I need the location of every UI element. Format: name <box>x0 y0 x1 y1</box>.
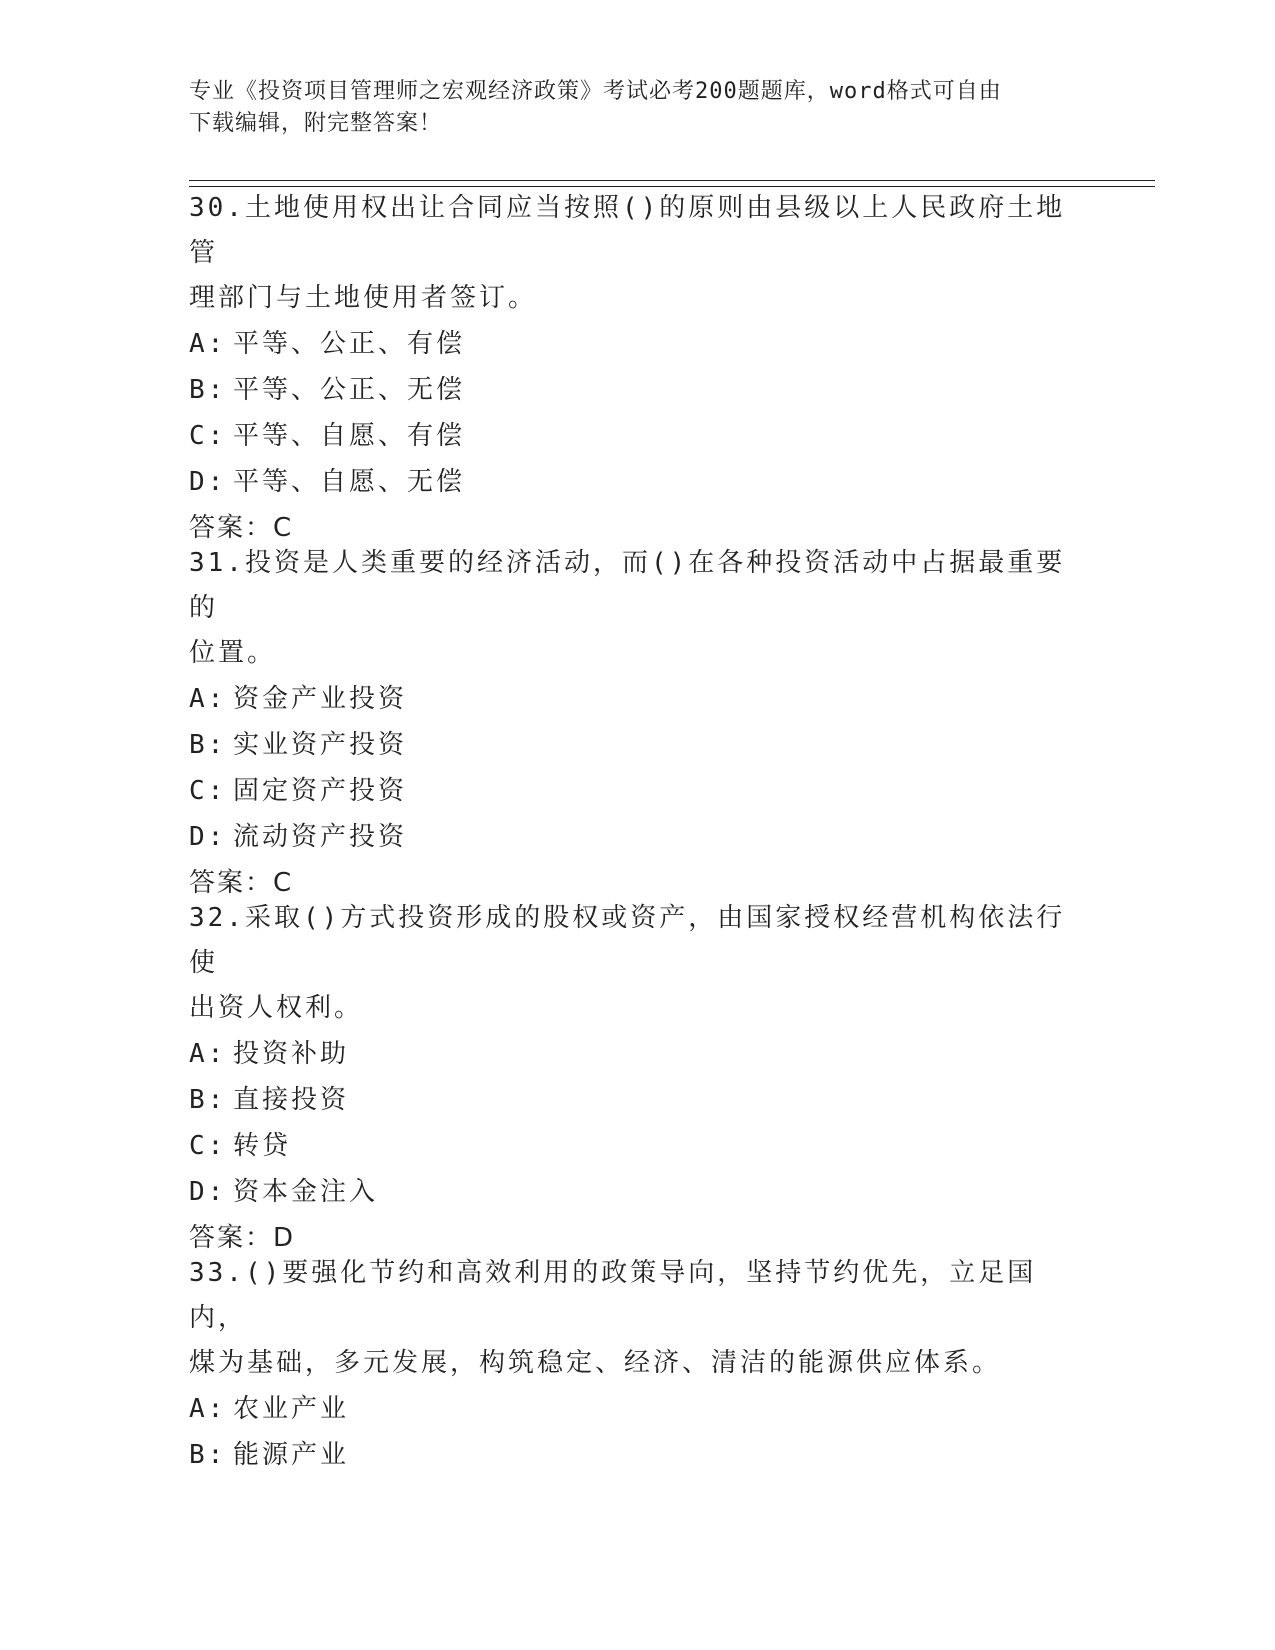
option-a <box>189 1031 1089 1077</box>
option-b <box>189 722 1089 768</box>
option-text: 资本金注入 <box>233 1177 379 1207</box>
option-key: B: <box>189 730 227 760</box>
option-text: 转贷 <box>233 1131 292 1161</box>
option-key: C: <box>189 776 227 806</box>
option-text: 平等、公正、无偿 <box>233 375 466 405</box>
option-b <box>189 1077 1089 1123</box>
option-b <box>189 367 1089 413</box>
question-stem-line-1: 33.()要强化节约和高效利用的政策导向，坚持节约优先，立足国内， <box>189 1258 1037 1333</box>
option-text: 能源产业 <box>233 1440 350 1470</box>
option-key: C: <box>189 1131 227 1161</box>
option-c <box>189 1123 1089 1169</box>
question-stem-line-2: 出资人权利。 <box>189 993 364 1023</box>
option-c <box>189 768 1089 814</box>
header-line-2: 下载编辑，附完整答案！ <box>189 111 443 136</box>
option-text: 平等、公正、有偿 <box>233 329 466 359</box>
option-key: B: <box>189 1085 227 1115</box>
option-d <box>189 814 1089 860</box>
question-stem-line-2: 位置。 <box>189 638 277 668</box>
header-divider-top <box>189 180 1155 181</box>
option-key: A: <box>189 329 227 359</box>
question-31 <box>189 541 1089 906</box>
option-text: 流动资产投资 <box>233 822 408 852</box>
option-b <box>189 1432 1089 1478</box>
question-stem-line-2: 理部门与土地使用者签订。 <box>189 283 538 313</box>
option-text: 平等、自愿、有偿 <box>233 421 466 451</box>
option-text: 平等、自愿、无偿 <box>233 467 466 497</box>
option-text: 直接投资 <box>233 1085 350 1115</box>
question-stem-line-1: 30.土地使用权出让合同应当按照()的原则由县级以上人民政府土地管 <box>189 193 1066 268</box>
document-header <box>189 76 1089 140</box>
option-text: 资金产业投资 <box>233 684 408 714</box>
option-a <box>189 321 1089 367</box>
option-d <box>189 459 1089 505</box>
question-stem-line-2: 煤为基础，多元发展，构筑稳定、经济、清洁的能源供应体系。 <box>189 1348 1002 1378</box>
question-stem-line-1: 31.投资是人类重要的经济活动，而()在各种投资活动中占据最重要的 <box>189 548 1066 623</box>
option-key: C: <box>189 421 227 451</box>
option-a <box>189 676 1089 722</box>
question-stem-line-1: 32.采取()方式投资形成的股权或资产，由国家授权经营机构依法行使 <box>189 903 1066 978</box>
question-30 <box>189 186 1089 551</box>
answer-line: 答案：C <box>189 868 294 898</box>
option-d <box>189 1169 1089 1215</box>
option-key: A: <box>189 684 227 714</box>
option-text: 实业资产投资 <box>233 730 408 760</box>
option-key: B: <box>189 375 227 405</box>
option-text: 固定资产投资 <box>233 776 408 806</box>
option-key: D: <box>189 467 227 497</box>
option-c <box>189 413 1089 459</box>
option-text: 投资补助 <box>233 1039 350 1069</box>
option-key: D: <box>189 822 227 852</box>
option-key: B: <box>189 1440 227 1470</box>
option-key: A: <box>189 1394 227 1424</box>
header-line-1: 专业《投资项目管理师之宏观经济政策》考试必考200题题库，word格式可自由 <box>189 79 1002 104</box>
option-a <box>189 1386 1089 1432</box>
option-text: 农业产业 <box>233 1394 350 1424</box>
question-32 <box>189 896 1089 1261</box>
answer-line: 答案：D <box>189 1223 296 1253</box>
question-33 <box>189 1251 1089 1478</box>
option-key: A: <box>189 1039 227 1069</box>
option-key: D: <box>189 1177 227 1207</box>
answer-line: 答案：C <box>189 513 294 543</box>
